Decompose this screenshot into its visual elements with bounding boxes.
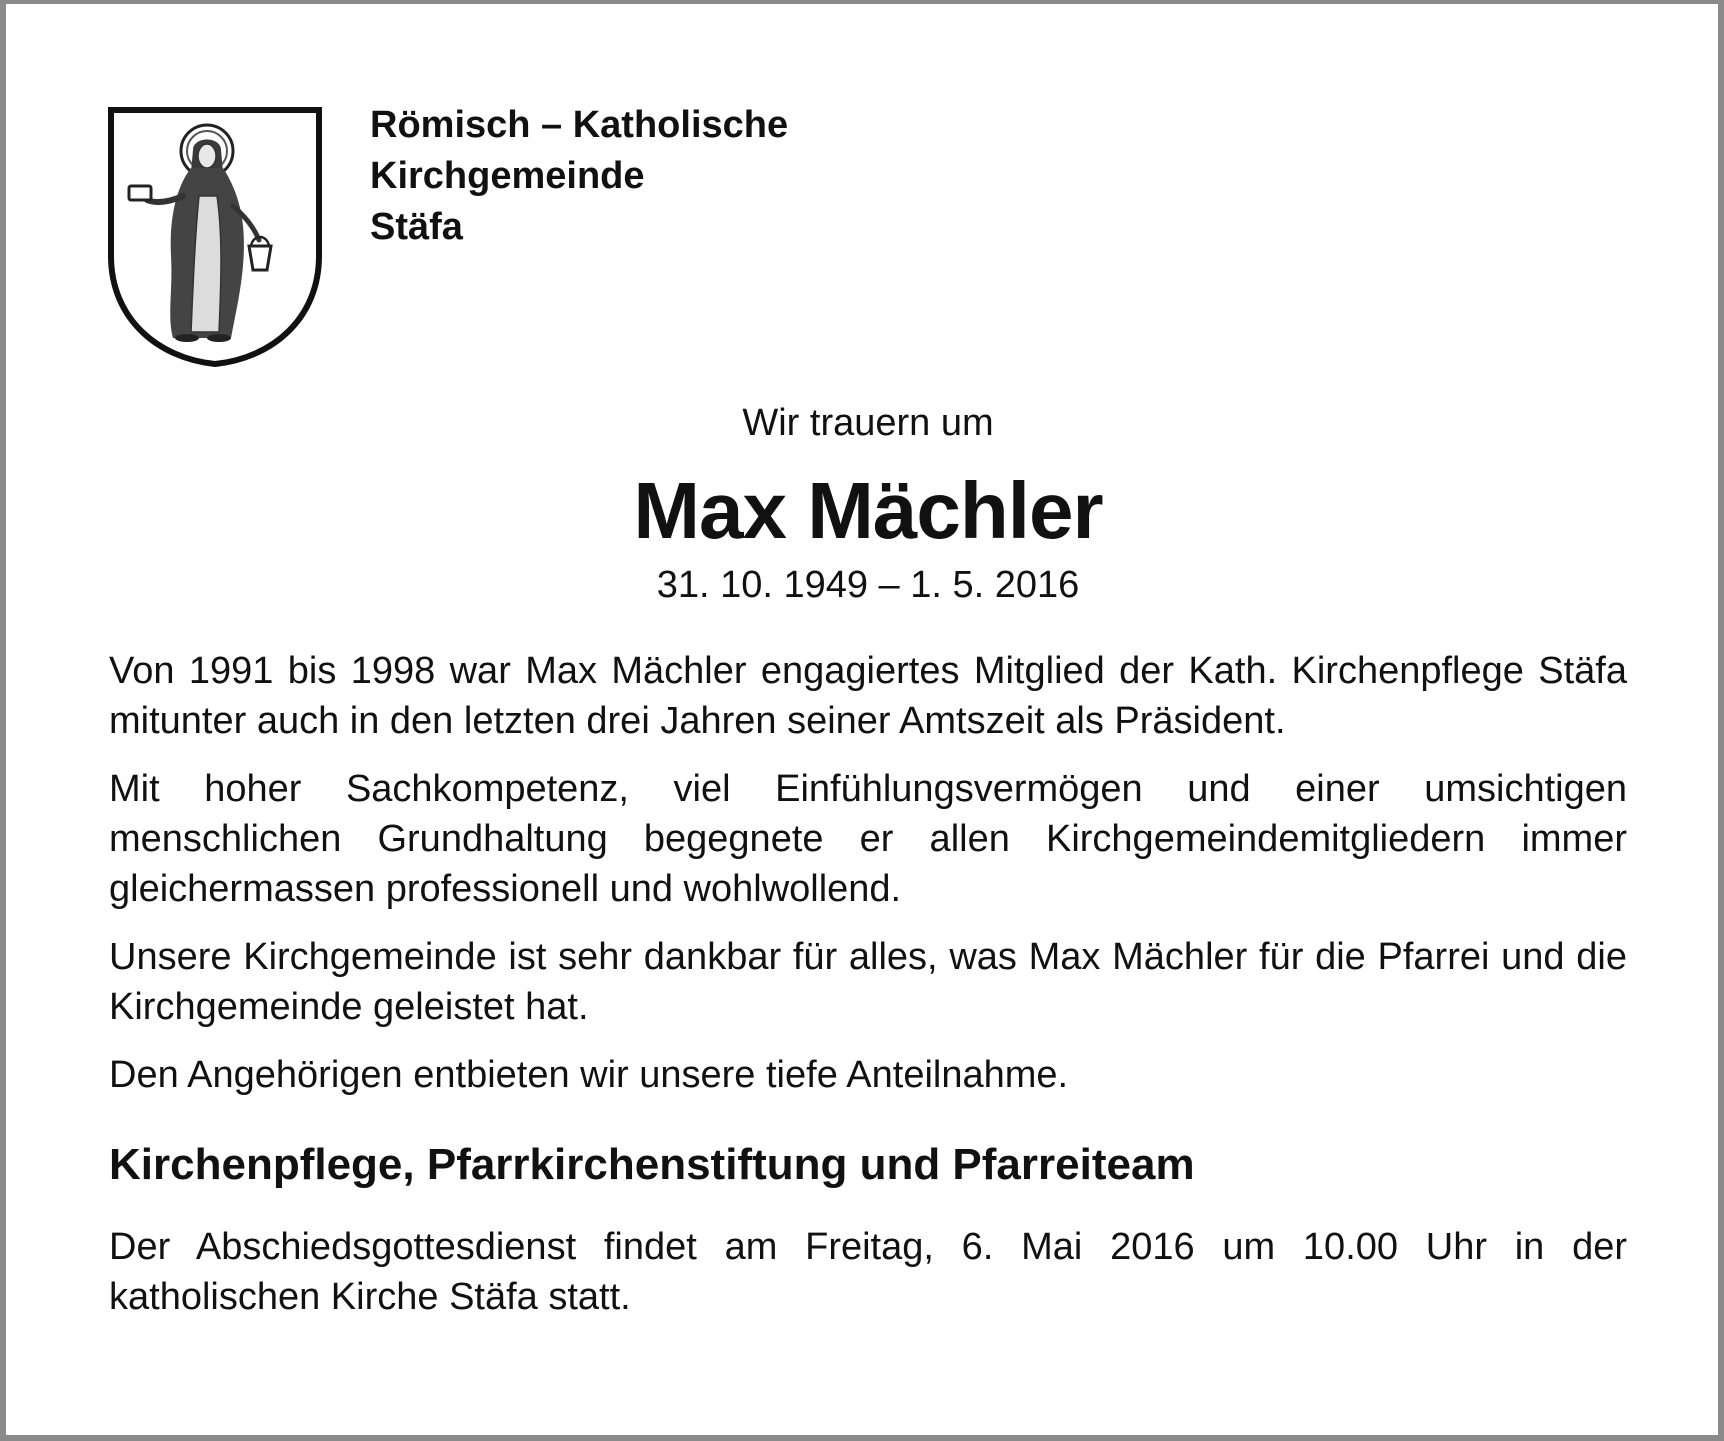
paragraph-2: Mit hoher Sachkompetenz, viel Einfühlungsvermögen und einer umsichtigen menschlichen Grundhaltung begegnete er allen Kirchgemeindemitgliedern immer gleichermassen professionell und wohlwollend.	[109, 768, 1627, 910]
service-info: Der Abschiedsgottesdienst findet am Freitag, 6. Mai 2016 um 10.00 Uhr in der katholischen Kirche Stäfa statt.	[109, 1226, 1627, 1318]
org-line-1: Römisch – Katholische	[370, 104, 789, 146]
paragraph-4: Den Angehörigen entbieten wir unsere tiefe Anteilnahme.	[109, 1054, 1069, 1096]
org-line-2: Kirchgemeinde	[370, 155, 645, 197]
organization-name	[370, 100, 788, 253]
mourning-intro: Wir trauern um	[742, 402, 994, 444]
paragraph-3: Unsere Kirchgemeinde ist sehr dankbar für alles, was Max Mächler für die Pfarrei und die Kirchgemeinde geleistet hat.	[109, 936, 1627, 1028]
deceased-name: Max Mächler	[633, 466, 1103, 555]
life-dates: 31. 10. 1949 – 1. 5. 2016	[656, 564, 1080, 606]
notice-body	[109, 646, 1627, 1340]
signature: Kirchenpflege, Pfarrkirchenstiftung und Pfarreiteam	[109, 1140, 1195, 1189]
coat-of-arms-icon	[107, 106, 323, 368]
org-line-3: Stäfa	[370, 206, 463, 248]
paragraph-1: Von 1991 bis 1998 war Max Mächler engagiertes Mitglied der Kath. Kirchenpflege Stäfa mitunter auch in den letzten drei Jahren seiner Amtszeit als Präsident.	[109, 650, 1627, 742]
